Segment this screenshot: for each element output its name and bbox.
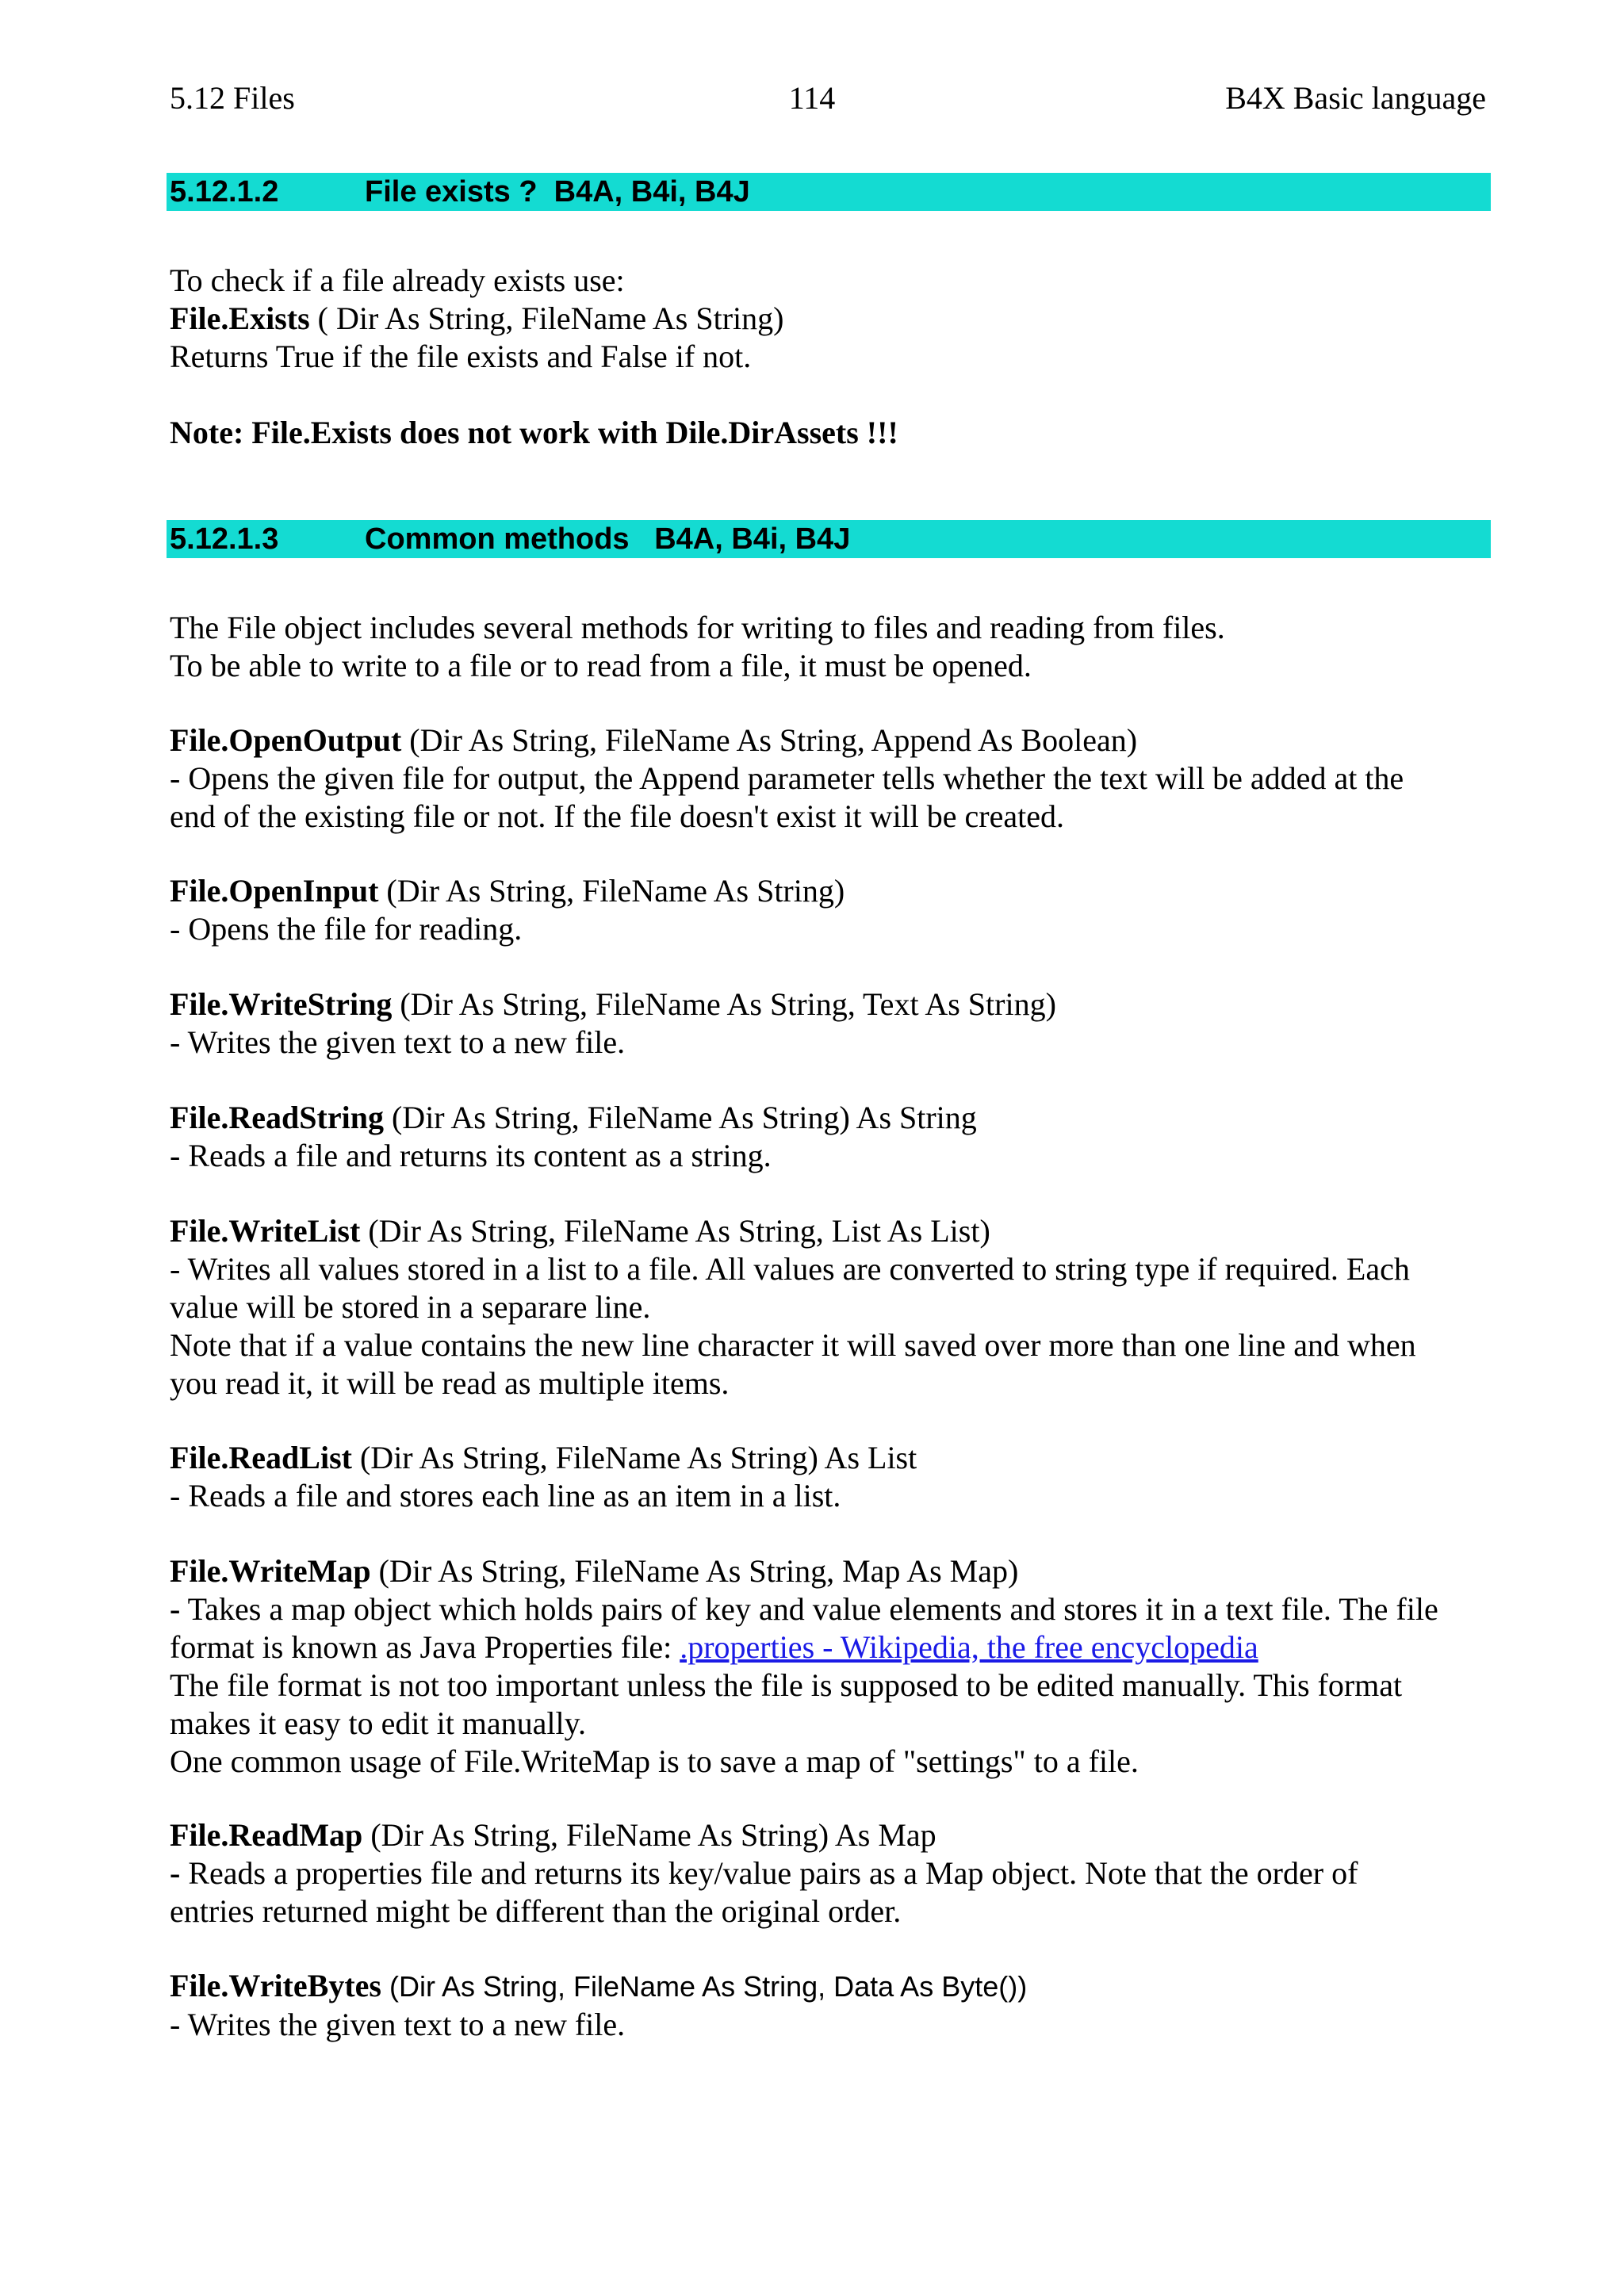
section-title: File exists ? B4A, B4i, B4J bbox=[365, 175, 750, 209]
method-name: File.OpenInput bbox=[170, 873, 379, 909]
signature-line bbox=[170, 300, 1502, 338]
description-line: The file format is not too important unless the file is supposed to be edited manually. This format bbox=[170, 1667, 1403, 1703]
method-name: File.OpenOutput bbox=[170, 722, 402, 758]
method-args: (Dir As String, FileName As String) As List bbox=[351, 1440, 917, 1475]
intro-text: To check if a file already exists use: bbox=[170, 262, 625, 298]
section-number: 5.12.1.2 bbox=[170, 175, 279, 209]
method-open-output bbox=[170, 721, 1502, 836]
description-line: - Opens the given file for output, the Append parameter tells whether the text will be added at the bbox=[170, 760, 1404, 796]
description-line: you read it, it will be read as multiple items. bbox=[170, 1365, 730, 1401]
method-name: File.ReadString bbox=[170, 1100, 384, 1135]
method-read-list bbox=[170, 1439, 1502, 1515]
returns-text: Returns True if the file exists and False if not. bbox=[170, 339, 752, 374]
method-read-map bbox=[170, 1816, 1502, 1931]
description-line: entries returned might be different than the original order. bbox=[170, 1893, 902, 1929]
method-name: File.WriteMap bbox=[170, 1553, 371, 1589]
description-line: Note that if a value contains the new line character it will saved over more than one line and when bbox=[170, 1327, 1416, 1363]
file-exists-paragraph bbox=[170, 262, 1502, 376]
signature-line bbox=[170, 985, 1502, 1024]
wikipedia-properties-link[interactable]: .properties - Wikipedia, the free encyclopedia bbox=[680, 1629, 1258, 1665]
description-line: - Opens the file for reading. bbox=[170, 911, 523, 947]
method-name: File.WriteString bbox=[170, 986, 393, 1022]
description-line bbox=[170, 1590, 1502, 1628]
signature-line bbox=[170, 1212, 1502, 1250]
section-number: 5.12.1.3 bbox=[170, 522, 279, 556]
dash-bullet: - bbox=[170, 1855, 181, 1891]
method-write-map bbox=[170, 1552, 1502, 1781]
method-args: (Dir As String, FileName As String) As String bbox=[383, 1100, 977, 1135]
method-name: File.ReadMap bbox=[170, 1817, 363, 1853]
description-text: Reads a properties file and returns its key/value pairs as a Map object. Note that the order of bbox=[180, 1855, 1358, 1891]
signature-line bbox=[170, 872, 1502, 910]
note-text: Note: File.Exists does not work with Dile.DirAssets !!! bbox=[170, 415, 898, 450]
header-book-title: B4X Basic language bbox=[1225, 80, 1486, 116]
description-line: One common usage of File.WriteMap is to save a map of "settings" to a file. bbox=[170, 1743, 1139, 1779]
method-write-bytes bbox=[170, 1967, 1502, 2044]
method-args: ( Dir As String, FileName As String) bbox=[309, 300, 784, 336]
description-line: - Writes the given text to a new file. bbox=[170, 1024, 626, 1060]
method-args: (Dir As String, FileName As String) bbox=[378, 873, 845, 909]
method-name: File.Exists bbox=[170, 300, 310, 336]
signature-line bbox=[170, 721, 1502, 760]
description-line bbox=[170, 1628, 1502, 1667]
method-args: (Dir As String, FileName As String, Map As Map) bbox=[370, 1553, 1019, 1589]
method-name: File.ReadList bbox=[170, 1440, 352, 1475]
description-text: format is known as Java Properties file: bbox=[170, 1629, 680, 1665]
method-open-input bbox=[170, 872, 1502, 948]
method-args: (Dir As String, FileName As String, Data As Byte()) bbox=[381, 1970, 1028, 2003]
description-line bbox=[170, 1854, 1502, 1892]
signature-line bbox=[170, 1552, 1502, 1590]
method-name: File.WriteList bbox=[170, 1213, 361, 1249]
section-heading-common-methods bbox=[167, 520, 1491, 558]
description-line: value will be stored in a separare line. bbox=[170, 1289, 651, 1325]
method-args: (Dir As String, FileName As String) As Map bbox=[362, 1817, 936, 1853]
method-args: (Dir As String, FileName As String, List As List) bbox=[360, 1213, 990, 1249]
method-read-string bbox=[170, 1099, 1502, 1175]
method-write-list bbox=[170, 1212, 1502, 1402]
description-line: end of the existing file or not. If the file doesn't exist it will be created. bbox=[170, 798, 1064, 834]
signature-line bbox=[170, 1816, 1502, 1854]
description-line: makes it easy to edit it manually. bbox=[170, 1705, 587, 1741]
header-page-number: 114 bbox=[788, 80, 836, 116]
section-title: Common methods B4A, B4i, B4J bbox=[365, 522, 851, 556]
signature-line bbox=[170, 1439, 1502, 1477]
intro-line: The File object includes several methods for writing to files and reading from files. bbox=[170, 610, 1225, 645]
description-line: - Reads a file and returns its content as a string. bbox=[170, 1138, 772, 1173]
method-write-string bbox=[170, 985, 1502, 1062]
description-text: Takes a map object which holds pairs of key and value elements and stores it in a text file. The file bbox=[180, 1591, 1438, 1627]
section-heading-file-exists bbox=[167, 173, 1491, 211]
signature-line bbox=[170, 1967, 1502, 2006]
signature-line bbox=[170, 1099, 1502, 1137]
dash-bullet: - bbox=[170, 1591, 181, 1627]
description-line: - Reads a file and stores each line as an item in a list. bbox=[170, 1478, 841, 1513]
method-name: File.WriteBytes bbox=[170, 1968, 381, 2003]
method-args: (Dir As String, FileName As String, Text As String) bbox=[392, 986, 1056, 1022]
intro-line: To be able to write to a file or to read from a file, it must be opened. bbox=[170, 648, 1032, 683]
header-section: 5.12 Files bbox=[170, 80, 295, 116]
description-line: - Writes the given text to a new file. bbox=[170, 2007, 626, 2042]
method-args: (Dir As String, FileName As String, Append As Boolean) bbox=[401, 722, 1138, 758]
common-methods-intro bbox=[170, 609, 1502, 685]
description-line: - Writes all values stored in a list to a file. All values are converted to string type if required. Each bbox=[170, 1251, 1410, 1287]
